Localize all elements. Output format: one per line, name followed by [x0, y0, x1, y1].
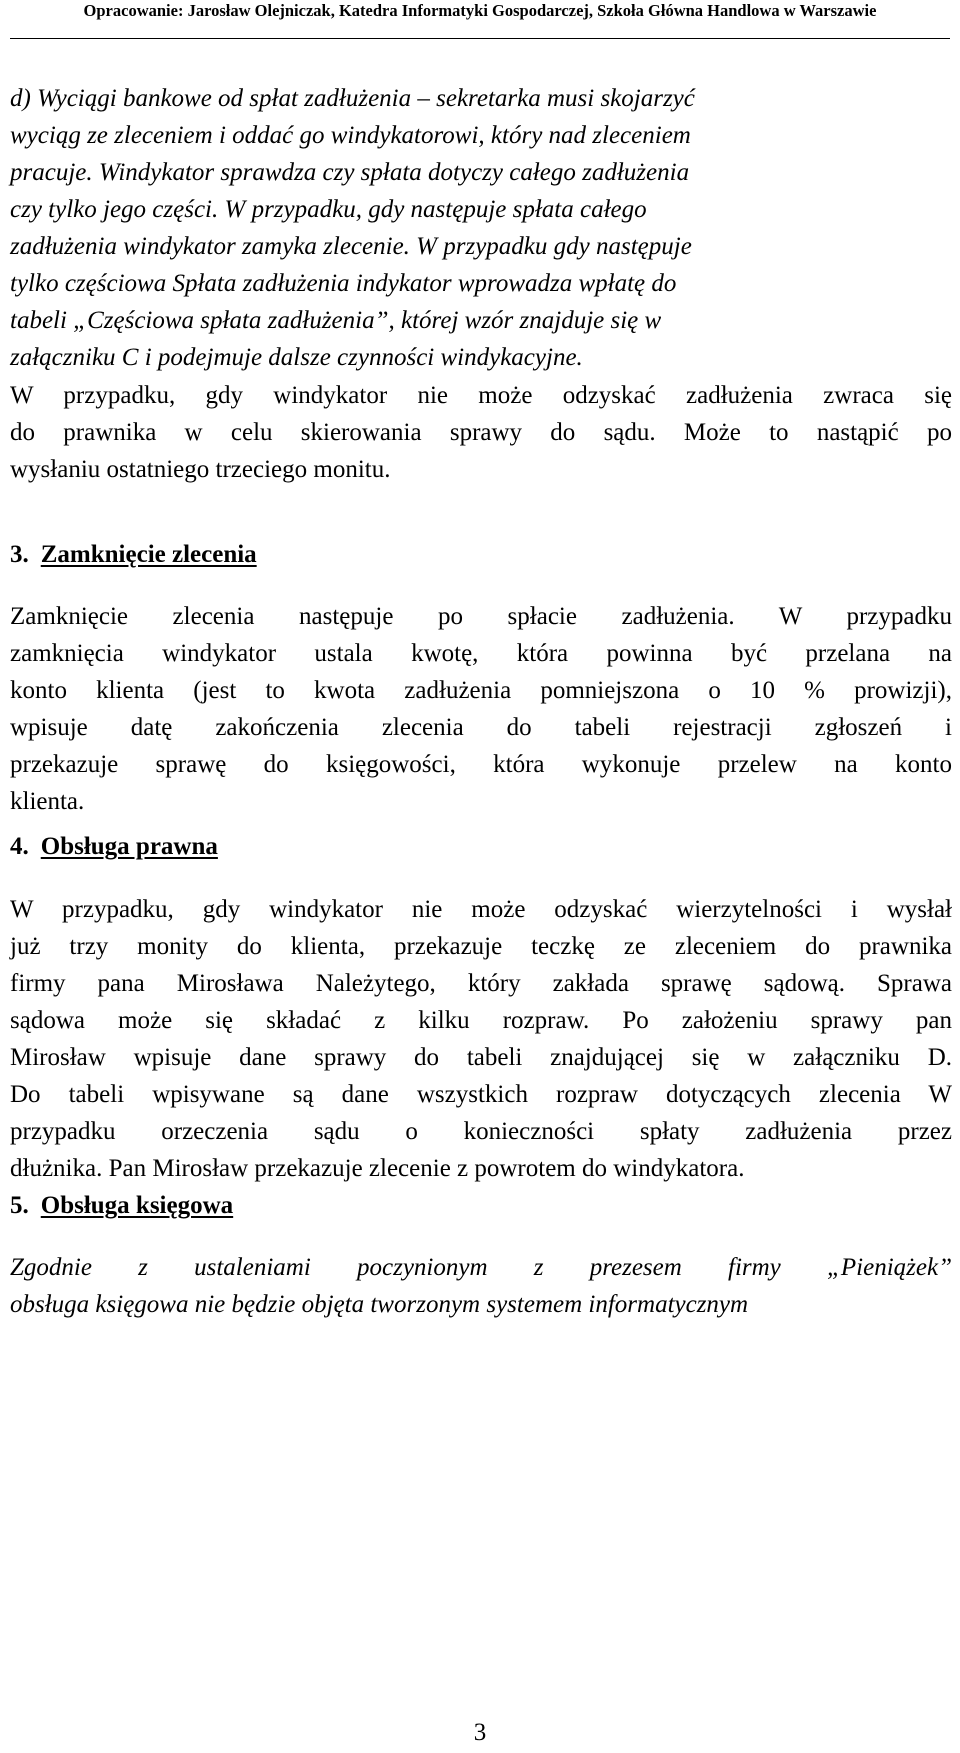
section-number: 4. — [10, 833, 29, 860]
text-line: wyciąg ze zleceniem i oddać go windykatorowi, który nad zleceniem — [10, 122, 691, 149]
section-number: 5. — [10, 1192, 29, 1219]
page-number: 3 — [473, 1719, 487, 1746]
text-line: obsługa księgowa nie będzie objęta tworzonym systemem informatycznym — [10, 1291, 749, 1318]
text-line: przypadku orzeczenia sądu o konieczności spłaty zadłużenia przez — [10, 1118, 952, 1145]
text-line: Zgodnie z ustaleniami poczynionym z prezesem firmy „Pieniążek” — [10, 1254, 952, 1281]
lawyer-paragraph — [10, 377, 952, 488]
text-line: wpisuje datę zakończenia zlecenia do tabeli rejestracji zgłoszeń i — [10, 714, 952, 741]
text-line: zamknięcia windykator ustala kwotę, która powinna być przelana na — [10, 640, 952, 667]
text-line: sądowa może się składać z kilku rozpraw. Po założeniu sprawy pan — [10, 1007, 952, 1034]
text-line: tylko częściowa Spłata zadłużenia indykator wprowadza wpłatę do — [10, 270, 677, 297]
text-line: wysłaniu ostatniego trzeciego monitu. — [10, 456, 391, 483]
text-line: W przypadku, gdy windykator nie może odzyskać zadłużenia zwraca się — [10, 382, 952, 409]
text-line: firmy pana Mirosława Należytego, który zakłada sprawę sądową. Sprawa — [10, 970, 952, 997]
section-title: Zamknięcie zlecenia — [40, 541, 257, 568]
text-line: tabeli „Częściowa spłata zadłużenia”, której wzór znajduje się w — [10, 307, 662, 334]
page-header: Opracowanie: Jarosław Olejniczak, Katedra Informatyki Gospodarczej, Szkoła Główna Handlowa w Warszawie — [83, 1, 877, 20]
text-line: konto klienta (jest to kwota zadłużenia pomniejszona o 10 % prowizji), — [10, 677, 952, 704]
header-rule — [10, 38, 950, 39]
text-line: Mirosław wpisuje dane sprawy do tabeli znajdującej się w załączniku D. — [10, 1044, 952, 1071]
text-line: już trzy monity do klienta, przekazuje teczkę ze zleceniem do prawnika — [10, 933, 952, 960]
text-line: klienta. — [10, 788, 85, 815]
text-line: W przypadku, gdy windykator nie może odzyskać wierzytelności i wysłał — [10, 896, 952, 923]
section-4-paragraph — [10, 891, 952, 1187]
text-line: Zamknięcie zlecenia następuje po spłacie zadłużenia. W przypadku — [10, 603, 952, 630]
section-3-paragraph — [10, 598, 952, 820]
section-3-heading — [10, 536, 257, 573]
section-5-paragraph — [10, 1249, 952, 1323]
section-title: Obsługa księgowa — [40, 1192, 234, 1219]
text-line: pracuje. Windykator sprawdza czy spłata dotyczy całego zadłużenia — [10, 159, 690, 186]
section-d-paragraph — [10, 80, 952, 376]
text-line: Do tabeli wpisywane są dane wszystkich rozpraw dotyczących zlecenia W — [10, 1081, 952, 1108]
section-5-heading — [10, 1187, 233, 1224]
section-number: 3. — [10, 541, 29, 568]
text-line: przekazuje sprawę do księgowości, która wykonuje przelew na konto — [10, 751, 952, 778]
text-line: czy tylko jego części. W przypadku, gdy następuje spłata całego — [10, 196, 647, 223]
section-title: Obsługa prawna — [40, 833, 218, 860]
text-line: dłużnika. Pan Mirosław przekazuje zlecenie z powrotem do windykatora. — [10, 1155, 745, 1182]
section-4-heading — [10, 828, 218, 865]
text-line: zadłużenia windykator zamyka zlecenie. W przypadku gdy następuje — [10, 233, 692, 260]
text-line: do prawnika w celu skierowania sprawy do sądu. Może to nastąpić po — [10, 419, 952, 446]
text-line: d) Wyciągi bankowe od spłat zadłużenia – sekretarka musi skojarzyć — [10, 85, 695, 112]
text-line: załączniku C i podejmuje dalsze czynności windykacyjne. — [10, 344, 583, 371]
